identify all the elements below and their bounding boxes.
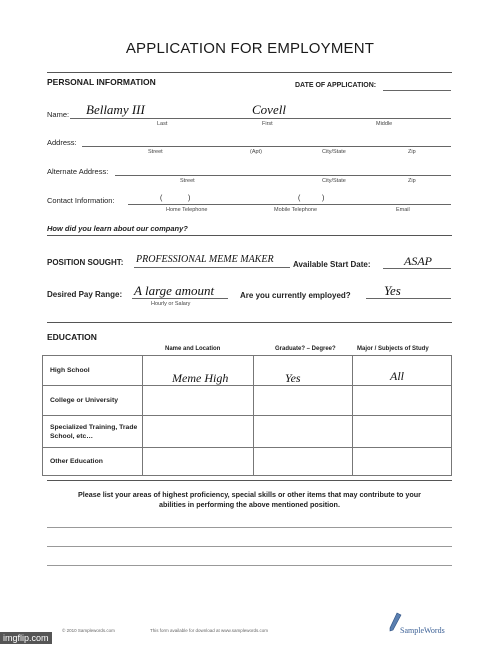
education-major-cell[interactable] <box>353 416 452 448</box>
pay-range-value: A large amount <box>134 283 215 298</box>
high-school-major-value: All <box>390 369 404 383</box>
alt-zip-sublabel: Zip <box>408 178 416 184</box>
education-graduate-cell[interactable] <box>254 448 353 476</box>
last-sublabel: Last <box>157 121 168 127</box>
name-label: Name: <box>47 110 70 119</box>
alternate-address-label: Alternate Address: <box>47 167 109 176</box>
currently-employed-value: Yes <box>384 283 401 298</box>
home-paren-open: ( <box>160 195 163 202</box>
table-row <box>43 416 452 448</box>
education-heading: EDUCATION <box>47 332 97 342</box>
mobile-telephone-sublabel: Mobile Telephone <box>274 207 318 213</box>
zip-sublabel: Zip <box>408 149 416 155</box>
currently-employed-label: Are you currently employed? <box>240 291 351 300</box>
section-divider <box>47 322 452 323</box>
mobile-paren-open: ( <box>298 195 301 202</box>
education-name-cell[interactable] <box>143 386 254 416</box>
alt-city-state-sublabel: City/State <box>322 178 346 184</box>
start-date-value: ASAP <box>404 254 432 268</box>
education-graduate-cell[interactable] <box>254 416 353 448</box>
education-graduate-cell[interactable] <box>254 356 353 386</box>
education-col-name: Name and Location <box>165 346 221 352</box>
high-school-graduate-value: Yes <box>285 371 301 385</box>
education-name-cell[interactable] <box>143 416 254 448</box>
form-title: APPLICATION FOR EMPLOYMENT <box>125 40 375 57</box>
start-date-label: Available Start Date: <box>293 260 371 269</box>
table-row <box>43 448 452 476</box>
first-sublabel: First <box>262 121 273 127</box>
pay-range-sublabel: Hourly or Salary <box>151 301 191 307</box>
currently-employed-field[interactable] <box>366 298 451 299</box>
copyright-text: © 2010 Samplewords.com <box>62 628 115 633</box>
last-name-value: Bellamy III <box>86 102 145 117</box>
section-divider <box>47 235 452 236</box>
education-row-label: Other Education <box>43 448 143 476</box>
proficiency-line[interactable] <box>47 565 452 566</box>
education-graduate-cell[interactable] <box>254 386 353 416</box>
proficiency-prompt-line1: Please list your areas of highest proficiency, special skills or other items that may contribute to your <box>78 490 421 499</box>
education-col-graduate: Graduate? – Degree? <box>275 346 336 352</box>
table-row <box>43 386 452 416</box>
education-row-label: High School <box>43 356 143 386</box>
name-field[interactable] <box>70 118 451 119</box>
section-divider <box>47 480 452 481</box>
download-notice: This form available for download at www.samplewords.com <box>150 628 269 633</box>
position-sought-label: POSITION SOUGHT: <box>47 258 124 267</box>
address-field[interactable] <box>82 146 451 147</box>
education-row-label: College or University <box>43 386 143 416</box>
proficiency-prompt-line2: abilities in performing the above mentioned position. <box>159 500 340 509</box>
middle-sublabel: Middle <box>376 121 393 127</box>
position-sought-field[interactable] <box>134 267 290 268</box>
proficiency-line[interactable] <box>47 546 452 547</box>
date-of-application-field[interactable] <box>383 90 451 91</box>
alternate-address-field[interactable] <box>115 175 451 176</box>
education-row-label: Specialized Training, Trade School, etc… <box>43 416 143 448</box>
education-col-major: Major / Subjects of Study <box>357 346 429 352</box>
position-sought-value: PROFESSIONAL MEME MAKER <box>136 254 274 265</box>
contact-info-field[interactable] <box>128 204 451 205</box>
mobile-paren-close: ) <box>322 195 325 202</box>
section-divider <box>47 72 452 73</box>
alt-street-sublabel: Street <box>180 178 195 184</box>
date-of-application-label: DATE OF APPLICATION: <box>295 82 377 89</box>
education-major-cell[interactable] <box>353 448 452 476</box>
first-name-value: Covell <box>252 102 286 117</box>
samplewords-logo-text: SampleWords <box>400 626 445 635</box>
home-telephone-sublabel: Home Telephone <box>166 207 208 213</box>
education-major-cell[interactable] <box>353 386 452 416</box>
city-state-sublabel: City/State <box>322 149 346 155</box>
high-school-name-value: Meme High <box>172 371 229 385</box>
home-paren-close: ) <box>188 195 191 202</box>
learn-about-question: How did you learn about our company? <box>47 224 188 233</box>
pay-range-label: Desired Pay Range: <box>47 290 123 299</box>
email-sublabel: Email <box>396 207 410 213</box>
imgflip-watermark: imgflip.com <box>0 632 52 644</box>
education-name-cell[interactable] <box>143 448 254 476</box>
street-sublabel: Street <box>148 149 163 155</box>
address-label: Address: <box>47 138 77 147</box>
proficiency-line[interactable] <box>47 527 452 528</box>
contact-info-label: Contact Information: <box>47 196 115 205</box>
apt-sublabel: (Apt) <box>250 149 262 155</box>
personal-info-heading: PERSONAL INFORMATION <box>47 77 156 87</box>
